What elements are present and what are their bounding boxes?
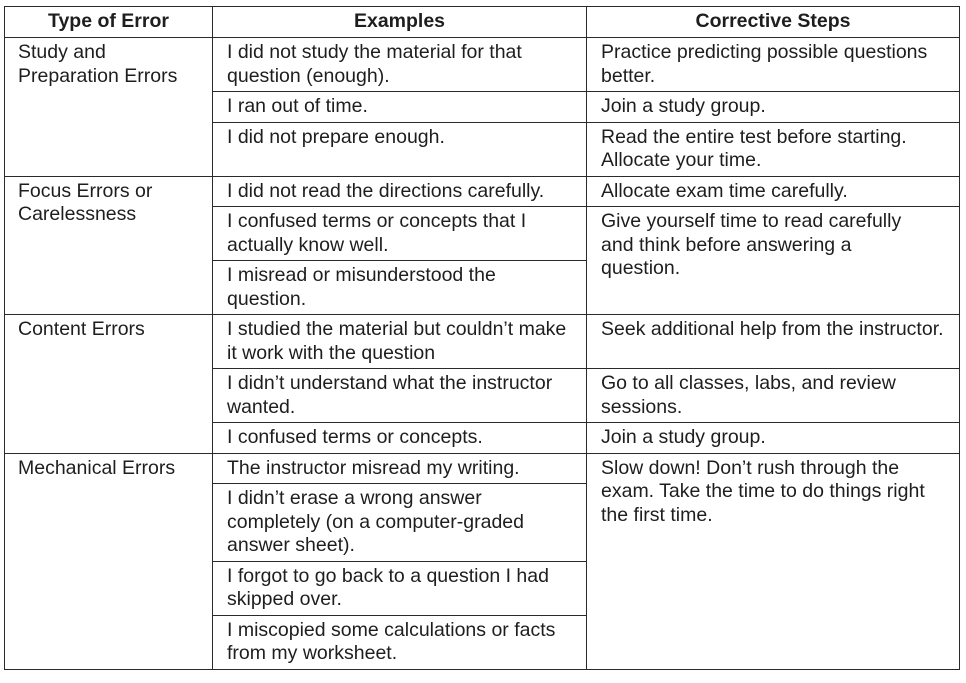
header-examples: Examples — [213, 7, 587, 38]
example-cell: I didn’t erase a wrong answer completely (on a computer-graded answer sheet). — [213, 484, 587, 562]
corrective-step-cell: Slow down! Don’t rush through the exam. Take the time to do things right the first time. — [587, 453, 960, 669]
corrective-step-cell: Go to all classes, labs, and review sessions. — [587, 369, 960, 423]
table-row — [5, 176, 960, 207]
example-cell: I ran out of time. — [213, 92, 587, 123]
example-cell: I did not read the directions carefully. — [213, 176, 587, 207]
example-cell: I didn’t understand what the instructor wanted. — [213, 369, 587, 423]
corrective-step-cell: Join a study group. — [587, 92, 960, 123]
table-row — [5, 315, 960, 369]
table-row — [5, 453, 960, 484]
example-cell: I did not study the material for that question (enough). — [213, 38, 587, 92]
example-cell: I misread or misunderstood the question. — [213, 261, 587, 315]
table-row — [5, 38, 960, 92]
header-row — [5, 7, 960, 38]
corrective-step-cell: Allocate exam time carefully. — [587, 176, 960, 207]
error-type-mechanical: Mechanical Errors — [5, 453, 213, 669]
error-type-study: Study and Preparation Errors — [5, 38, 213, 177]
error-type-content: Content Errors — [5, 315, 213, 454]
example-cell: I confused terms or concepts that I actually know well. — [213, 207, 587, 261]
error-type-focus: Focus Errors or Carelessness — [5, 176, 213, 315]
corrective-step-cell: Give yourself time to read carefully and think before answering a question. — [587, 207, 960, 315]
header-steps: Corrective Steps — [587, 7, 960, 38]
example-cell: I forgot to go back to a question I had skipped over. — [213, 561, 587, 615]
example-cell: I confused terms or concepts. — [213, 423, 587, 454]
example-cell: The instructor misread my writing. — [213, 453, 587, 484]
corrective-step-cell: Join a study group. — [587, 423, 960, 454]
error-analysis-table — [4, 6, 960, 670]
corrective-step-cell: Practice predicting possible questions better. — [587, 38, 960, 92]
example-cell: I miscopied some calculations or facts from my worksheet. — [213, 615, 587, 669]
header-type: Type of Error — [5, 7, 213, 38]
corrective-step-cell: Seek additional help from the instructor. — [587, 315, 960, 369]
corrective-step-cell: Read the entire test before starting. Allocate your time. — [587, 122, 960, 176]
example-cell: I did not prepare enough. — [213, 122, 587, 176]
example-cell: I studied the material but couldn’t make it work with the question — [213, 315, 587, 369]
